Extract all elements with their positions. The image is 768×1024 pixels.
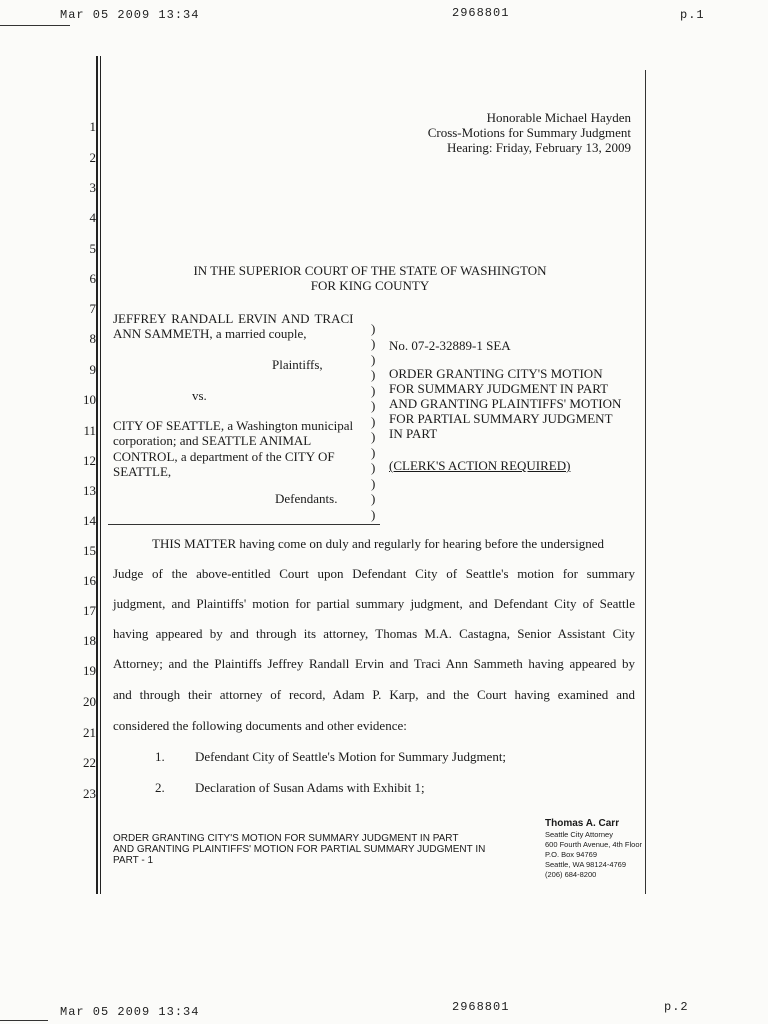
line-number: 20 [83,694,96,709]
footer-title-line: AND GRANTING PLAINTIFFS' MOTION FOR PARTIAL SUMMARY JUDGMENT IN [113,844,486,855]
footer-title-line: ORDER GRANTING CITY'S MOTION FOR SUMMARY JUDGMENT IN PART [113,833,459,844]
fax-datetime-page2: Mar 05 2009 13:34 [60,1005,200,1019]
line-number: 18 [83,633,96,648]
fax-header-rule [0,25,70,26]
line-number: 23 [83,786,96,801]
line-number: 22 [83,755,96,770]
hearing-motion: Cross-Motions for Summary Judgment [427,125,631,140]
footer-title-line: PART - 1 [113,855,154,866]
attorney-phone: (206) 684-8200 [545,870,597,879]
line-number: 3 [89,180,96,195]
line-number: 15 [83,543,96,558]
case-title-line: FOR PARTIAL SUMMARY JUDGMENT [389,411,613,426]
caption-paren: ) [371,321,376,336]
line-number: 16 [83,573,96,588]
evidence-item-number: 1. [155,749,165,764]
caption-paren: ) [371,336,376,351]
line-number: 17 [83,603,96,618]
line-number: 14 [83,513,96,528]
caption-paren: ) [371,476,376,491]
court-county: FOR KING COUNTY [310,278,430,293]
fax-page-number-page2: p.2 [664,1000,689,1014]
left-margin-rule [96,56,98,894]
caption-paren: ) [371,414,376,429]
caption-paren: ) [371,383,376,398]
case-number: No. 07-2-32889-1 SEA [389,338,511,353]
fax-footer-rule [0,1020,48,1021]
fax-id-page2: 2968801 [452,1000,510,1014]
hearing-judge: Honorable Michael Hayden [486,110,631,125]
plaintiffs-names-line2: ANN SAMMETH, a married couple, [113,326,307,341]
attorney-contact-block [545,818,642,880]
body-line: having appeared by and through its attorney, Thomas M.A. Castagna, Senior Assistant City [113,626,635,641]
line-number: 9 [89,362,96,377]
defendant-line1: CITY OF SEATTLE, a Washington municipal [113,418,354,433]
caption-paren: ) [371,491,376,506]
clerk-action-notice: (CLERK'S ACTION REQUIRED) [389,458,571,473]
evidence-item-number: 2. [155,780,165,795]
evidence-item-text: Declaration of Susan Adams with Exhibit 1; [195,780,425,795]
caption-paren: ) [371,398,376,413]
caption-paren: ) [371,445,376,460]
evidence-item-text: Defendant City of Seattle's Motion for Summary Judgment; [195,749,507,764]
attorney-name: Thomas A. Carr [545,818,620,829]
line-number: 5 [89,241,96,256]
line-number: 21 [83,725,96,740]
caption-paren: ) [371,352,376,367]
attorney-city: Seattle, WA 98124-4769 [545,860,627,869]
line-number: 4 [89,210,96,225]
defendant-line4: SEATTLE, [113,464,172,479]
defendants-label: Defendants. [275,491,338,506]
line-number: 13 [83,483,96,498]
case-title-line: AND GRANTING PLAINTIFFS' MOTION [389,396,622,411]
fax-datetime: Mar 05 2009 13:34 [60,8,200,22]
line-number: 10 [83,392,96,407]
right-margin-rule [645,70,646,894]
caption-paren: ) [371,507,376,522]
plaintiffs-label: Plaintiffs, [272,357,323,372]
line-number: 8 [89,331,96,346]
body-line: and through their attorney of record, Adam P. Karp, and the Court having examined and [113,687,635,702]
hearing-date: Hearing: Friday, February 13, 2009 [446,140,631,155]
court-name: IN THE SUPERIOR COURT OF THE STATE OF WASHINGTON [193,263,547,278]
versus: vs. [192,388,207,403]
case-title-line: FOR SUMMARY JUDGMENT IN PART [389,381,609,396]
caption-paren: ) [371,367,376,382]
attorney-po-box: P.O. Box 94769 [545,850,597,859]
case-title-line: IN PART [389,426,438,441]
plaintiffs-names-line1: JEFFREY RANDALL ERVIN AND TRACI [113,311,354,326]
defendant-line2: corporation; and SEATTLE ANIMAL [113,433,312,448]
left-margin-rule-inner [100,56,101,894]
line-number: 6 [89,271,96,286]
body-line: considered the following documents and other evidence: [113,718,407,733]
caption-paren: ) [371,460,376,475]
fax-id: 2968801 [452,6,510,20]
line-number: 7 [89,301,96,316]
caption-underline [108,524,380,525]
defendant-line3: CONTROL, a department of the CITY OF [113,449,335,464]
body-line: judgment, and Plaintiffs' motion for partial summary judgment, and Defendant City of Seattle [113,596,635,611]
caption-paren: ) [371,429,376,444]
body-line: Judge of the above-entitled Court upon Defendant City of Seattle's motion for summary [113,566,635,581]
body-line: Attorney; and the Plaintiffs Jeffrey Randall Ervin and Traci Ann Sammeth having appeared by [113,656,635,671]
case-title-line: ORDER GRANTING CITY'S MOTION [389,366,603,381]
line-number: 1 [89,119,96,134]
line-number: 2 [89,150,96,165]
body-line: THIS MATTER having come on duly and regularly for hearing before the undersigned [152,536,604,551]
fax-page-number: p.1 [680,8,705,22]
line-number: 12 [83,453,96,468]
attorney-title: Seattle City Attorney [545,830,613,839]
line-number: 11 [83,423,96,438]
attorney-address: 600 Fourth Avenue, 4th Floor [545,840,643,849]
line-number: 19 [83,663,96,678]
